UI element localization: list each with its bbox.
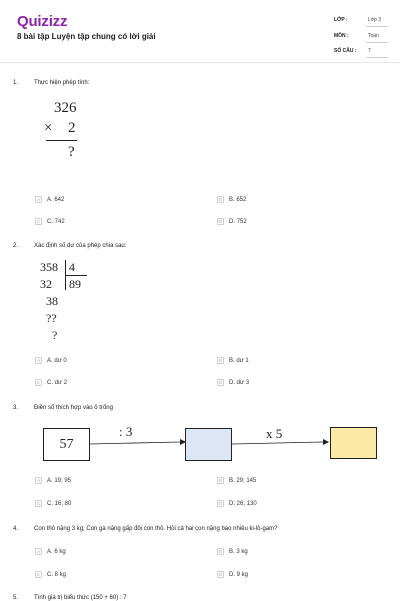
times-sign: ×	[44, 120, 53, 136]
result-placeholder: ?	[68, 144, 75, 160]
option-text: D. 752	[229, 218, 247, 225]
question-2-number: 2.	[13, 243, 19, 249]
multiply-operation-label: x 5	[266, 426, 283, 441]
option-text: A. dư 0	[47, 357, 67, 364]
question-1-number: 1.	[13, 80, 19, 86]
subject-value: Toán	[368, 33, 379, 39]
long-division-figure	[36, 260, 96, 345]
q2-option-c[interactable]	[35, 378, 67, 387]
remainder-placeholder: ?	[52, 328, 58, 342]
q3-option-a[interactable]	[35, 476, 71, 485]
grade-label: LỚP :	[334, 17, 348, 23]
option-text: B. 652	[229, 196, 247, 203]
q3-option-d[interactable]	[217, 499, 257, 508]
option-text: A. 6 kg	[47, 548, 66, 555]
option-text: C. 16; 80	[47, 500, 72, 507]
option-text: D. dư 3	[229, 379, 250, 386]
option-text: C. dư 2	[47, 379, 68, 386]
q2-option-a[interactable]	[35, 356, 67, 365]
start-number-box	[43, 428, 90, 461]
q1-option-c[interactable]	[35, 217, 65, 226]
option-letter-box: A	[36, 478, 40, 483]
question-count-value: 7	[368, 48, 371, 54]
option-letter-box: D	[218, 501, 223, 506]
q4-option-a[interactable]	[35, 547, 66, 556]
question-2-text: Xác định số dư của phép chia sau:	[34, 243, 127, 249]
q4-option-b[interactable]	[217, 547, 248, 556]
option-letter-box: A	[36, 549, 40, 554]
option-letter-box: D	[218, 572, 223, 577]
option-text: D. 9 kg	[229, 571, 249, 578]
header-divider	[0, 62, 400, 63]
q2-option-d[interactable]	[217, 378, 249, 387]
blank-answer-box-1[interactable]	[185, 428, 232, 461]
start-number: 57	[59, 436, 74, 452]
division-bar-horizontal	[65, 275, 87, 276]
q1-option-a[interactable]	[35, 195, 64, 204]
document-title: 8 bài tập Luyện tập chung có lời giải	[17, 32, 156, 41]
option-letter-box: B	[218, 478, 222, 483]
partial-product-1: 32	[40, 277, 52, 291]
arrow-1	[90, 437, 187, 449]
option-letter-box: B	[218, 358, 222, 363]
question-1-text: Thực hiện phép tính:	[34, 80, 90, 86]
option-letter-box: A	[36, 197, 40, 202]
question-5-text: Tính giá trị biểu thức (150 + 60) : 7	[34, 595, 127, 601]
option-letter-box: C	[36, 572, 41, 577]
dividend: 358	[40, 260, 58, 274]
question-4-number: 4.	[13, 526, 19, 532]
option-text: D. 26; 130	[229, 500, 257, 507]
multiplicand: 326	[54, 100, 77, 116]
option-letter-box: D	[218, 380, 223, 385]
option-letter-box: C	[36, 380, 41, 385]
option-letter-box: B	[218, 197, 222, 202]
question-3-text: Điền số thích hợp vào ô trống	[34, 405, 113, 411]
option-text: C. 742	[47, 218, 65, 225]
question-count-label: SỐ CÂU :	[334, 48, 357, 54]
divisor: 4	[69, 260, 75, 274]
option-letter-box: C	[36, 219, 41, 224]
question-count-underline	[366, 57, 388, 58]
divide-operation-label: : 3	[119, 424, 133, 439]
option-text: B. 3 kg	[229, 548, 248, 555]
question-3-number: 3.	[13, 405, 19, 411]
multiplier: 2	[68, 120, 76, 136]
question-4-text: Con thỏ nặng 3 kg; Con gà nặng gấp đôi con thỏ. Hỏi cả hai con nặng bao nhiêu ki-lô-gam?	[34, 526, 278, 532]
option-letter-box: B	[218, 549, 222, 554]
question-5-number: 5.	[13, 595, 19, 601]
partial-remainder: 38	[46, 294, 58, 308]
subject-underline	[366, 42, 388, 43]
q3-option-b[interactable]	[217, 476, 256, 485]
q2-option-b[interactable]	[217, 356, 249, 365]
quotient: 89	[69, 277, 81, 291]
grade-value: Lớp 3	[368, 17, 382, 23]
q1-option-d[interactable]	[217, 217, 247, 226]
option-text: C. 8 kg	[47, 571, 67, 578]
option-text: A. 19; 95	[47, 477, 72, 484]
option-letter-box: D	[218, 219, 223, 224]
q1-option-b[interactable]	[217, 195, 246, 204]
multiplication-figure	[40, 100, 90, 165]
result-line	[46, 140, 77, 141]
q4-option-d[interactable]	[217, 570, 248, 579]
subject-label: MÔN :	[334, 33, 349, 39]
quizizz-logo: Quizizz	[17, 13, 68, 30]
q3-option-c[interactable]	[35, 499, 71, 508]
option-text: B. 29; 145	[229, 477, 257, 484]
option-text: B. dư 1	[229, 357, 249, 364]
option-letter-box: A	[36, 358, 40, 363]
partial-product-2: ??	[46, 311, 57, 325]
option-text: A. 642	[47, 196, 65, 203]
option-letter-box: C	[36, 501, 41, 506]
blank-answer-box-2[interactable]	[330, 427, 377, 459]
grade-underline	[366, 26, 388, 27]
q4-option-c[interactable]	[35, 570, 66, 579]
